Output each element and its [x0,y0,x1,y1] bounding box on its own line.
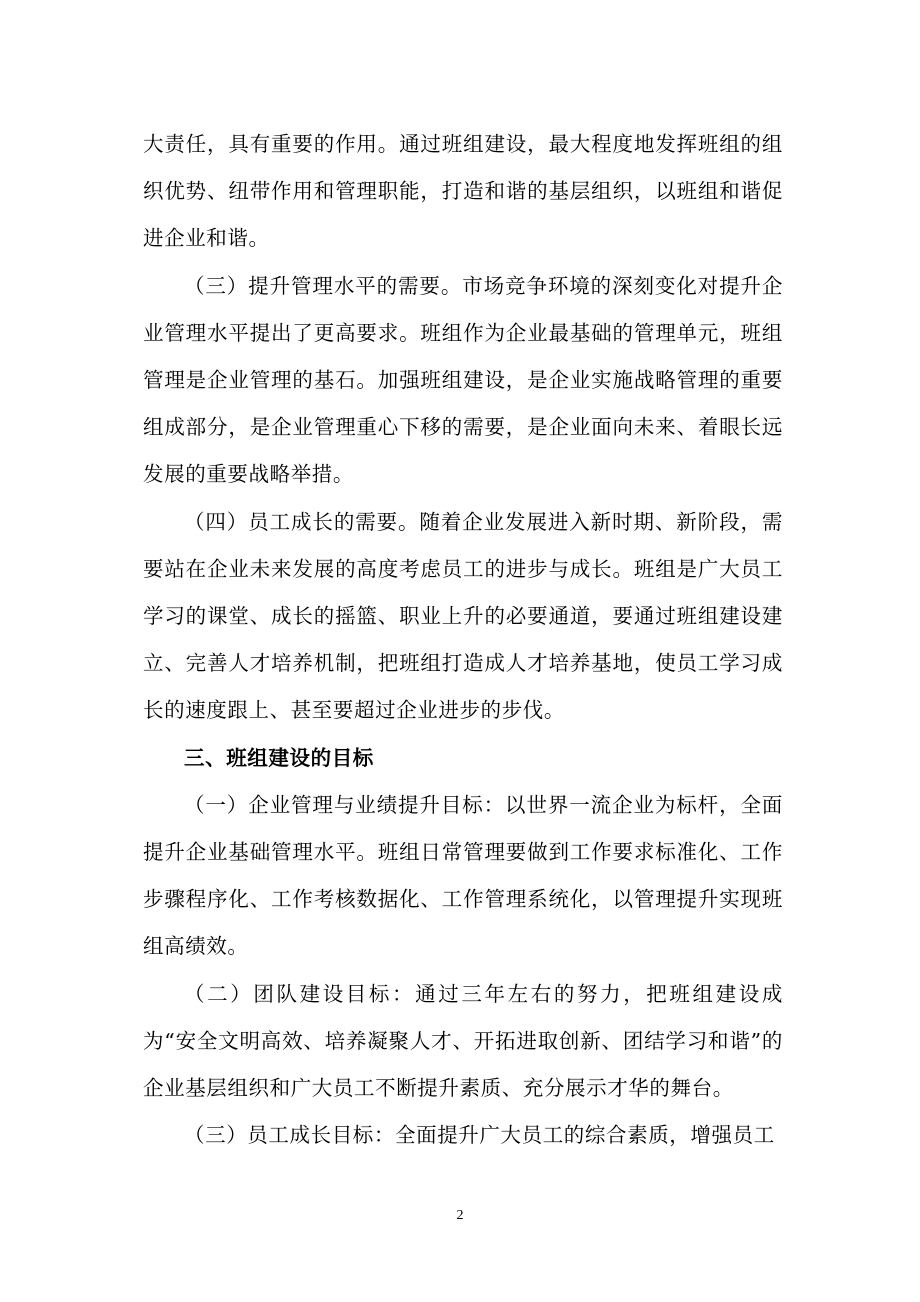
paragraph-management-level: （三）提升管理水平的需要。市场竞争环境的深刻变化对提升企业管理水平提出了更高要求。班组作为企业最基础的管理单元，班组管理是企业管理的基石。加强班组建设，是企业实施战略管理的重要组成部分，是企业管理重心下移的需要，是企业面向未来、着眼长远发展的重要战略举措。 [143,273,783,487]
document-body [143,121,783,1159]
paragraph-goal-team: （二）团队建设目标：通过三年左右的努力，把班组建设成为“安全文明高效、培养凝聚人才、开拓进取创新、团结学习和谐”的企业基层组织和广大员工不断提升素质、充分展示才华的舞台。 [143,981,783,1101]
paragraph-goal-employee: （三）员工成长目标：全面提升广大员工的综合素质，增强员工 [184,1123,775,1148]
paragraph-employee-growth: （四）员工成长的需要。随着企业发展进入新时期、新阶段，需要站在企业未来发展的高度考虑员工的进步与成长。班组是广大员工学习的课堂、成长的摇篮、职业上升的必要通道，要通过班组建设建立、完善人才培养机制，把班组打造成人才培养基地，使员工学习成长的速度跟上、甚至要超过企业进步的步伐。 [143,509,783,723]
paragraph-continuation: 大责任，具有重要的作用。通过班组建设，最大程度地发挥班组的组织优势、纽带作用和管理职能，打造和谐的基层组织，以班组和谐促进企业和谐。 [143,132,783,251]
page-number: 2 [456,1208,464,1223]
section-heading: 三、班组建设的目标 [184,745,374,770]
paragraph-goal-management: （一）企业管理与业绩提升目标：以世界一流企业为标杆，全面提升企业基础管理水平。班组日常管理要做到工作要求标准化、工作步骤程序化、工作考核数据化、工作管理系统化，以管理提升实现班组高绩效。 [143,792,783,959]
